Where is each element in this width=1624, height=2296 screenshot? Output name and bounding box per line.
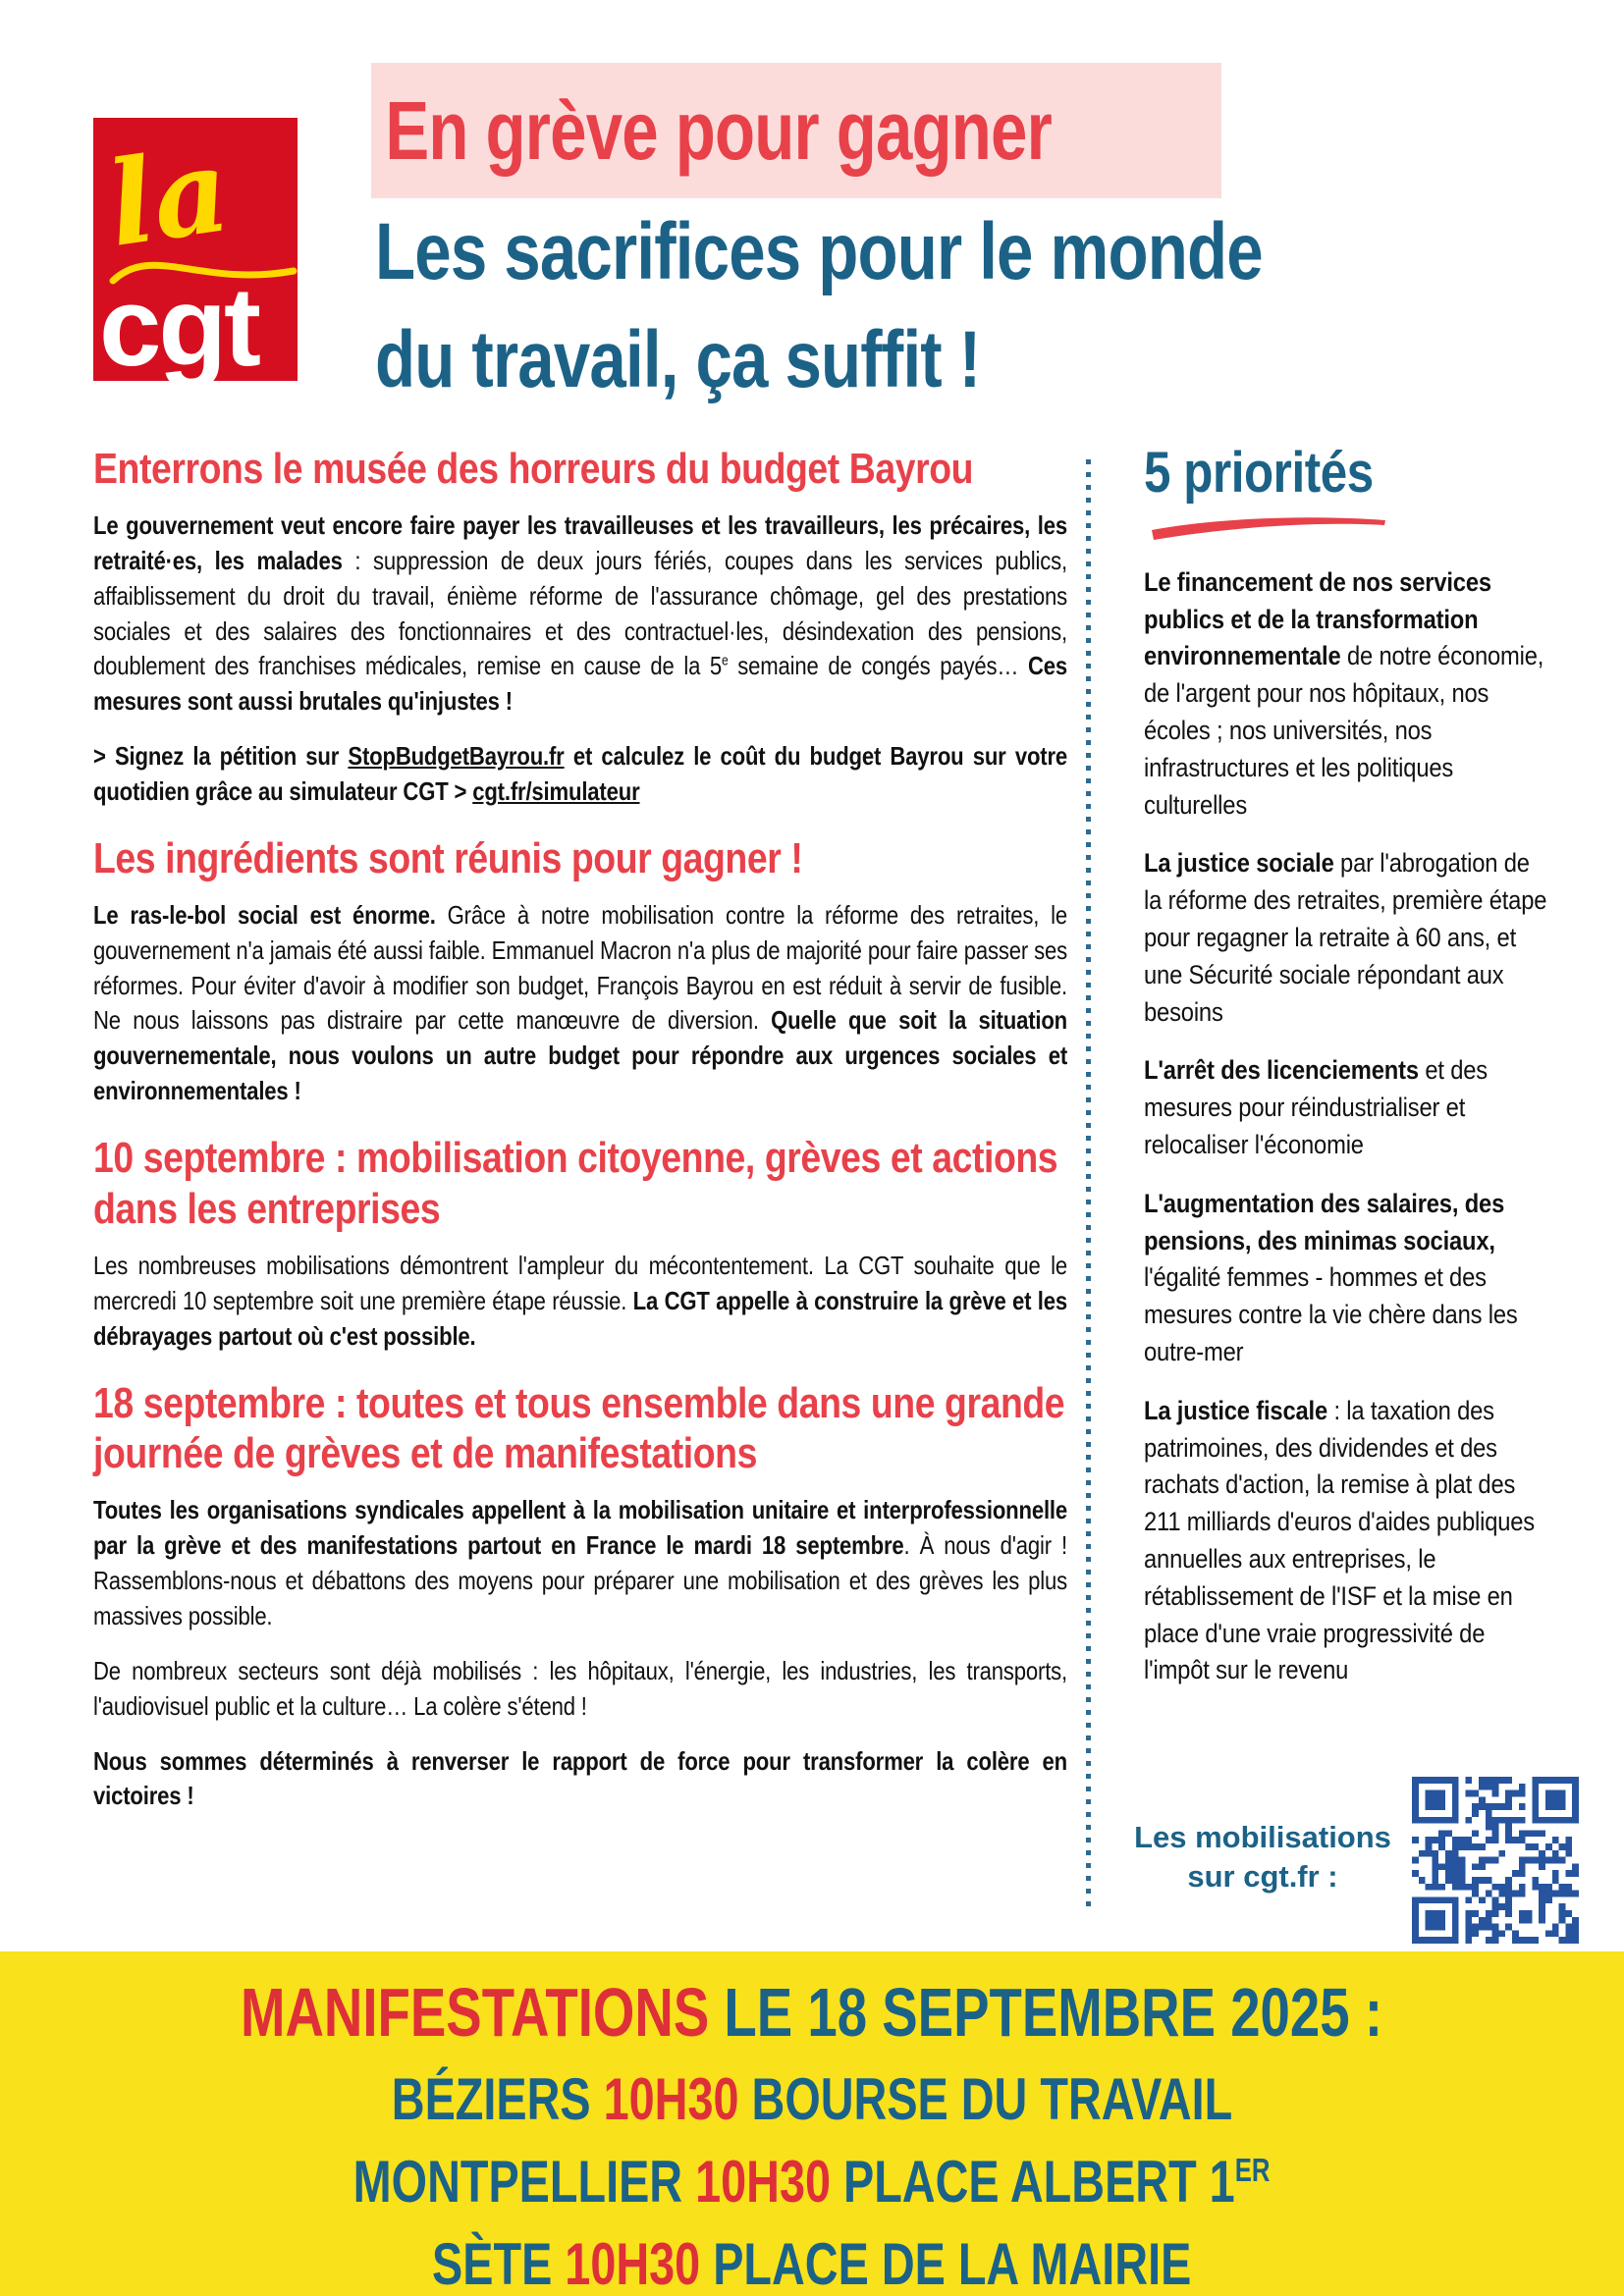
text-segment: par l'abrogation de la réforme des retraites, première étape pour regagner la retraite à 60 ans, et une Sécurité sociale répondant aux besoins xyxy=(1144,848,1547,1027)
qr-code xyxy=(1412,1777,1579,1944)
text-segment: L'augmentation des salaires, des pensions, des minimas sociaux, xyxy=(1144,1188,1505,1255)
text-segment: Ces mesures sont aussi brutales qu'injustes ! xyxy=(93,651,1068,717)
text-segment: Le ras-le-bol social est énorme. xyxy=(93,899,436,930)
section-paragraph xyxy=(93,508,1067,720)
text-segment: de notre économie, de l'argent pour nos hôpitaux, nos écoles ; nos universités, nos infrastructures et les politiques culturelles xyxy=(1144,641,1544,820)
text-segment: 10H30 xyxy=(695,2149,832,2215)
text-segment: Les nombreuses mobilisations démontrent l'ampleur du mécontentement. La CGT souhaite que le mercredi 10 septembre soit une première étape réussie. xyxy=(93,1250,1068,1315)
petition-paragraph xyxy=(93,739,1067,810)
priority-item xyxy=(1144,564,1550,825)
priorities-title: 5 priorités xyxy=(1144,441,1374,505)
text-segment: La justice fiscale xyxy=(1144,1395,1328,1425)
link-text[interactable]: StopBudgetBayrou.fr xyxy=(348,741,565,772)
cgt-logo xyxy=(93,118,298,390)
priority-item xyxy=(1144,845,1550,1031)
link-text[interactable]: cgt.fr/simulateur xyxy=(472,776,640,807)
section-heading: 18 septembre : toutes et tous ensemble dans une grande journée de grèves et de manifestations xyxy=(93,1378,1065,1478)
text-segment: et calculez le coût du budget Bayrou sur votre quotidien grâce au simulateur CGT > xyxy=(93,741,1068,807)
text-segment: e xyxy=(722,653,729,669)
text-segment: semaine de congés payés… xyxy=(728,651,1028,681)
left-column xyxy=(93,444,1067,1838)
text-segment: . À nous d'agir ! Rassemblons-nous et débattons des moyens pour préparer une mobilisation et des grèves les plus massives possible. xyxy=(93,1530,1068,1630)
text-segment: PLACE DE LA MAIRIE xyxy=(700,2231,1192,2296)
text-segment: MONTPELLIER xyxy=(353,2149,696,2215)
text-segment: La CGT appelle à construire la grève et les débrayages partout où c'est possible. xyxy=(93,1285,1068,1351)
demonstrations-banner xyxy=(0,1951,1624,2296)
text-segment: Toutes les organisations syndicales appellent à la mobilisation unitaire et interprofessionnelle par la grève et des manifestations partout en France le mardi 18 septembre xyxy=(93,1495,1068,1561)
text-segment: MANIFESTATIONS xyxy=(241,1974,725,2051)
section-paragraph xyxy=(93,1654,1067,1725)
section-heading: Enterrons le musée des horreurs du budget Bayrou xyxy=(93,445,974,493)
section-heading: 10 septembre : mobilisation citoyenne, grèves et actions dans les entreprises xyxy=(93,1134,1058,1233)
brush-stroke-icon xyxy=(1146,511,1391,543)
text-segment: Le gouvernement veut encore faire payer les travailleuses et les travailleurs, les précaires, les retraité·es, les malades xyxy=(93,509,1068,575)
headline-line-1: Les sacrifices pour le monde xyxy=(375,207,1263,296)
text-segment: 10H30 xyxy=(565,2231,701,2296)
main-headline xyxy=(375,198,1612,414)
text-segment: Nous sommes déterminés à renverser le rapport de force pour transformer la colère en victoires ! xyxy=(93,1745,1068,1811)
dotted-divider xyxy=(1086,459,1091,1910)
section-18-septembre xyxy=(93,1378,1067,1815)
logo-cgt-text: cgt xyxy=(99,264,258,390)
section-budget-bayrou xyxy=(93,444,1067,810)
text-segment: : suppression de deux jours fériés, coupes dans les services publics, affaiblissement du droit du travail, énième réforme de l'assurance chômage, gel des prestations sociales et des salaires des fonctionnaires et des contractuel·les, désindexation des pensions, doublement des franchises médicales, remise en cause de la 5 xyxy=(93,545,1068,681)
text-segment: : la taxation des patrimoines, des dividendes et des rachats d'action, la remise à plat des 211 milliards d'euros d'aides publiques annuelles aux entreprises, le rétablissement de l'ISF et la mise en place d'une vraie progressivité de l'impôt sur le revenu xyxy=(1144,1395,1536,1685)
text-segment: BOURSE DU TRAVAIL xyxy=(738,2066,1233,2132)
text-segment: Le financement de nos services publics et de la transformation environnementale xyxy=(1144,566,1491,671)
section-10-septembre xyxy=(93,1133,1067,1354)
text-segment: SÈTE xyxy=(432,2231,566,2296)
text-segment: ER xyxy=(1235,2152,1271,2188)
section-paragraph xyxy=(93,1744,1067,1815)
section-heading: Les ingrédients sont réunis pour gagner ! xyxy=(93,833,803,882)
text-segment: PLACE ALBERT 1 xyxy=(831,2149,1236,2215)
section-paragraph xyxy=(93,898,1067,1109)
footer-line-title xyxy=(0,1973,1624,2052)
section-paragraph xyxy=(93,1249,1067,1355)
qr-label-line-1: Les mobilisations xyxy=(1134,1820,1391,1854)
priority-item xyxy=(1144,1186,1550,1371)
section-paragraph xyxy=(93,1493,1067,1634)
footer-line-sete xyxy=(0,2230,1624,2296)
qr-label-line-2: sur cgt.fr : xyxy=(1187,1859,1338,1895)
priority-item xyxy=(1144,1393,1550,1689)
text-segment: LE 18 SEPTEMBRE 2025 : xyxy=(724,1974,1383,2051)
text-segment: 10H30 xyxy=(603,2066,739,2132)
logo-la-script: la xyxy=(99,121,238,273)
text-segment: Grâce à notre mobilisation contre la réforme des retraites, le gouvernement n'a jamais été aussi faible. Emmanuel Macron n'a plus de majorité pour faire passer ses réformes. Pour éviter d'avoir à modifier son budget, François Bayrou en est réduit à servir de fusible. Ne nous laissons pas distraire par cette manœuvre de diversion. xyxy=(93,899,1068,1036)
text-segment: L'arrêt des licenciements xyxy=(1144,1055,1419,1086)
section-ingredients xyxy=(93,833,1067,1109)
footer-line-montpellier xyxy=(0,2148,1624,2216)
text-segment: > Signez la pétition sur xyxy=(93,741,349,772)
text-segment: Quelle que soit la situation gouvernementale, nous voulons un autre budget pour répondre aux urgences sociales et environnementales ! xyxy=(93,1005,1068,1106)
text-segment: La justice sociale xyxy=(1144,848,1334,879)
text-segment: BÉZIERS xyxy=(391,2066,604,2132)
text-segment: l'égalité femmes - hommes et des mesures contre la vie chère dans les outre-mer xyxy=(1144,1262,1518,1367)
priority-item xyxy=(1144,1052,1550,1163)
headline-line-2: du travail, ça suffit ! xyxy=(375,315,981,404)
footer-line-beziers xyxy=(0,2065,1624,2134)
qr-label xyxy=(1129,1818,1396,1897)
text-segment: et des mesures pour réindustrialiser et relocaliser l'économie xyxy=(1144,1055,1489,1160)
right-column xyxy=(1144,441,1550,1711)
text-segment: De nombreux secteurs sont déjà mobilisés : les hôpitaux, l'énergie, les industries, les transports, l'audiovisuel public et la culture… La colère s'étend ! xyxy=(93,1655,1068,1721)
strike-banner-title: En grève pour gagner xyxy=(385,84,1052,177)
strike-banner xyxy=(371,63,1221,198)
